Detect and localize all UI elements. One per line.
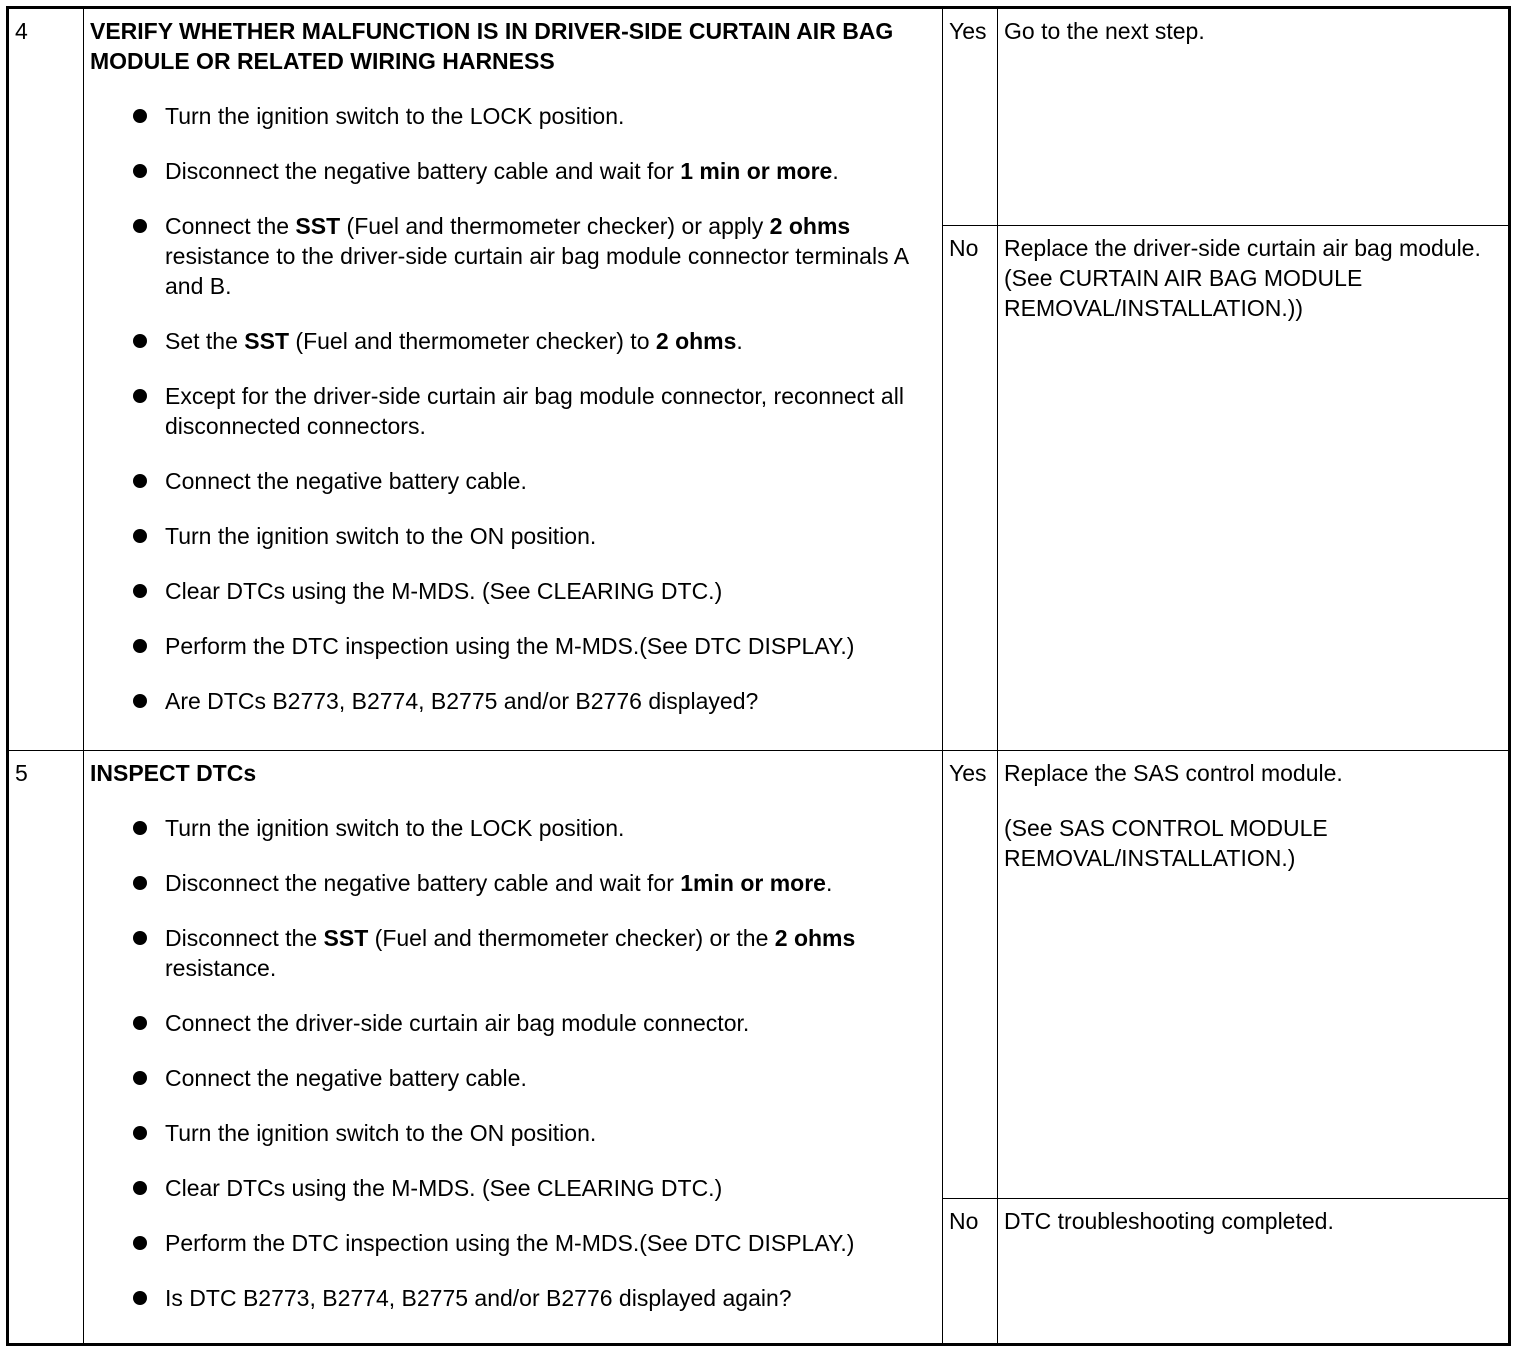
troubleshooting-table [6, 6, 1511, 1346]
bullet-icon [133, 876, 147, 890]
bullet-icon [133, 931, 147, 945]
bullet-icon [133, 334, 147, 348]
bullet-icon [133, 1236, 147, 1250]
bullet-icon [133, 1291, 147, 1305]
checklist-item: Are DTCs B2773, B2774, B2775 and/or B2776 displayed? [90, 686, 912, 716]
step-number: 4 [8, 8, 84, 751]
checklist-item: Connect the SST (Fuel and thermometer checker) or apply 2 ohms resistance to the driver-side curtain air bag module connector terminals A and B. [90, 211, 912, 301]
checklist-item: Connect the driver-side curtain air bag module connector. [90, 1008, 912, 1038]
checklist-item: Except for the driver-side curtain air bag module connector, reconnect all disconnected connectors. [90, 381, 912, 441]
bullet-icon [133, 1016, 147, 1030]
bullet-icon [133, 694, 147, 708]
bullet-icon [133, 639, 147, 653]
checklist-item: Perform the DTC inspection using the M-MDS.(See DTC DISPLAY.) [90, 1228, 912, 1258]
action-text: Replace the driver-side curtain air bag module. (See CURTAIN AIR BAG MODULE REMOVAL/INSTALLATION.)) [1004, 235, 1481, 321]
no-label: No [943, 1199, 998, 1345]
bullet-icon [133, 584, 147, 598]
bullet-icon [133, 164, 147, 178]
step-number: 5 [8, 751, 84, 1345]
action-text: DTC troubleshooting completed. [1004, 1208, 1334, 1234]
action-text: Replace the SAS control module. [1004, 760, 1343, 786]
checklist-item: Is DTC B2773, B2774, B2775 and/or B2776 displayed again? [90, 1283, 912, 1313]
yes-action [998, 751, 1510, 1199]
checklist-item: Disconnect the negative battery cable and wait for 1min or more. [90, 868, 912, 898]
yes-action [998, 8, 1510, 226]
step-5-row-yes [8, 751, 1510, 1199]
checklist-item: Disconnect the negative battery cable and wait for 1 min or more. [90, 156, 912, 186]
step-checklist [90, 101, 912, 716]
yes-label: Yes [943, 8, 998, 226]
checklist-item: Clear DTCs using the M-MDS. (See CLEARING DTC.) [90, 576, 912, 606]
no-action [998, 1199, 1510, 1345]
checklist-item: Disconnect the SST (Fuel and thermometer checker) or the 2 ohms resistance. [90, 923, 912, 983]
bullet-icon [133, 389, 147, 403]
checklist-item: Set the SST (Fuel and thermometer checker) to 2 ohms. [90, 326, 912, 356]
yes-label: Yes [943, 751, 998, 1199]
step-checklist [90, 813, 912, 1313]
checklist-item: Turn the ignition switch to the ON position. [90, 521, 912, 551]
checklist-item: Turn the ignition switch to the ON position. [90, 1118, 912, 1148]
bullet-icon [133, 821, 147, 835]
checklist-item: Turn the ignition switch to the LOCK position. [90, 813, 912, 843]
checklist-item: Turn the ignition switch to the LOCK position. [90, 101, 912, 131]
step-4-row-yes [8, 8, 1510, 226]
checklist-item: Connect the negative battery cable. [90, 1063, 912, 1093]
checklist-item: Perform the DTC inspection using the M-MDS.(See DTC DISPLAY.) [90, 631, 912, 661]
bullet-icon [133, 1071, 147, 1085]
bullet-icon [133, 219, 147, 233]
no-action [998, 226, 1510, 751]
bullet-icon [133, 109, 147, 123]
bullet-icon [133, 1181, 147, 1195]
bullet-icon [133, 474, 147, 488]
bullet-icon [133, 1126, 147, 1140]
step-procedure [84, 8, 943, 751]
action-text: (See SAS CONTROL MODULE REMOVAL/INSTALLATION.) [1004, 815, 1328, 871]
action-text: Go to the next step. [1004, 18, 1205, 44]
checklist-item: Connect the negative battery cable. [90, 466, 912, 496]
checklist-item: Clear DTCs using the M-MDS. (See CLEARING DTC.) [90, 1173, 912, 1203]
step-title: INSPECT DTCs [90, 760, 257, 786]
step-procedure [84, 751, 943, 1345]
bullet-icon [133, 529, 147, 543]
step-title: VERIFY WHETHER MALFUNCTION IS IN DRIVER-SIDE CURTAIN AIR BAG MODULE OR RELATED WIRING HARNESS [90, 18, 894, 74]
no-label: No [943, 226, 998, 751]
